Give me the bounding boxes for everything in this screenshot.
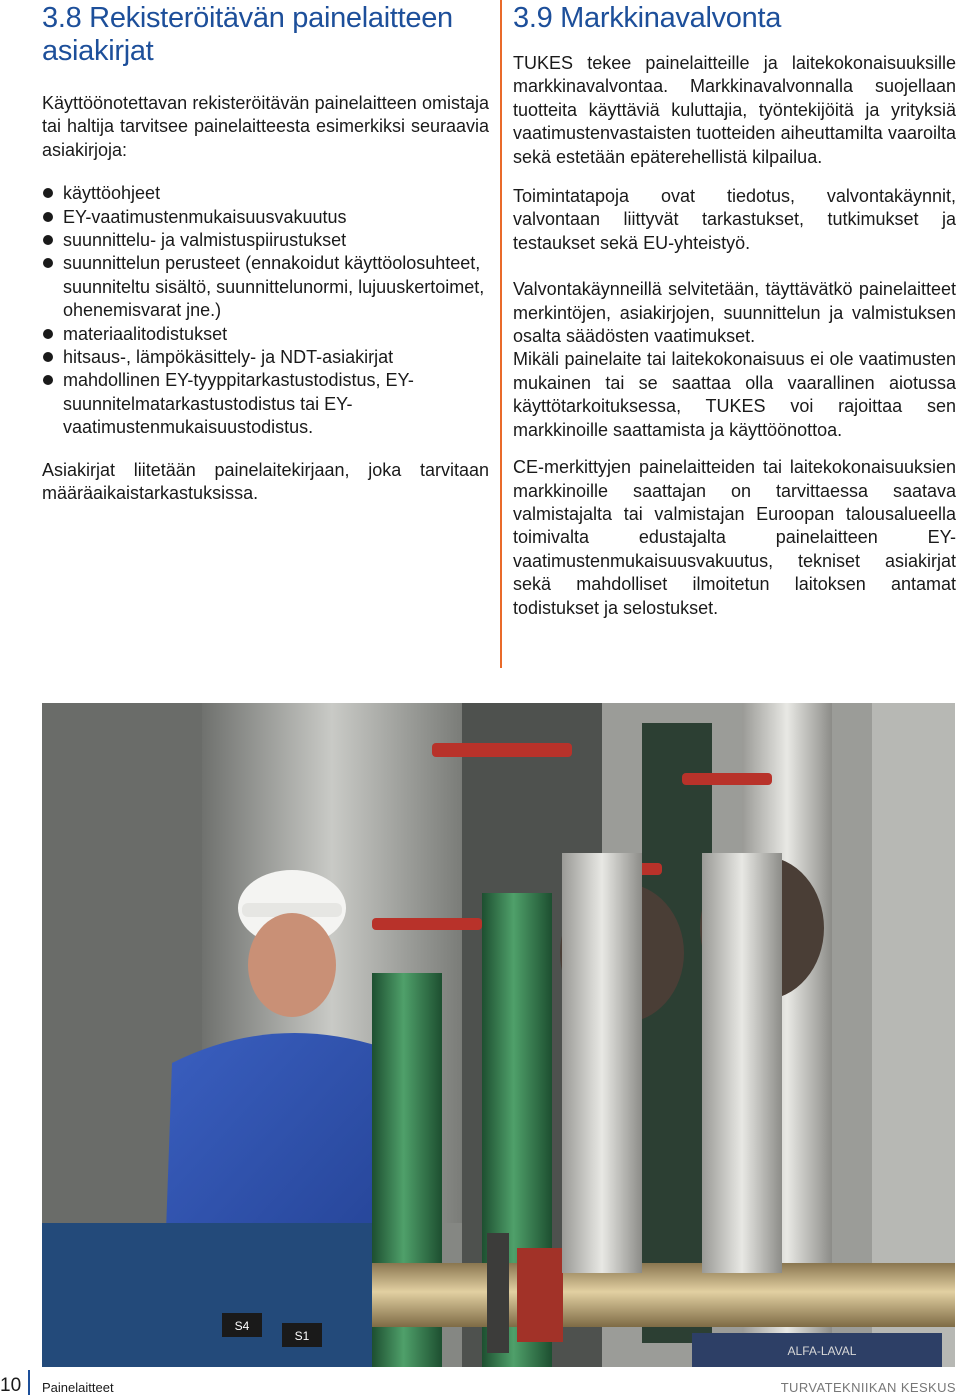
paragraph: Toimintatapoja ovat tiedotus, valvontakäynnit, valvontaan liittyvät tarkastukset, tutkimukset ja testaukset sekä EU-yhteistyö. — [513, 186, 956, 253]
list-item: käyttöohjeet — [42, 182, 489, 205]
list-item: hitsaus-, lämpökäsittely- ja NDT-asiakirjat — [42, 346, 489, 369]
list-item: materiaalitodistukset — [42, 323, 489, 346]
paragraph: CE-merkittyjen painelaitteiden tai laitekokonaisuuksien markkinoille saattajan on tarvittaessa saatava valmistajalta tai valmistajan Euroopan talousalueella toimivalta edustajalta painelaitteen EY-vaatimustenmukaisuusvakuutus, tekniset asiakirjat sekä mahdolliset ilmoitetun laitoksen antamat todistukset ja selostukset. — [513, 457, 956, 618]
list-item: suunnittelu- ja valmistuspiirustukset — [42, 229, 489, 252]
list-item: mahdollinen EY-tyyppitarkastustodistus, EY-suunnitelmatarkastustodistus tai EY-vaatimustenmukaisuustodistus. — [42, 369, 489, 439]
panel-label: S1 — [294, 1329, 310, 1343]
panel-label: S4 — [234, 1319, 250, 1333]
bullet-icon — [43, 352, 53, 362]
page-number: 10 — [0, 1375, 22, 1396]
list-item: suunnittelun perusteet (ennakoidut käyttöolosuhteet, suunniteltu sisältö, suunnittelunormi, lujuuskertoimet, ohenemisvarat jne.) — [42, 252, 489, 322]
footer-divider — [28, 1370, 30, 1395]
section-heading: 3.8 Rekisteröitävän painelaitteen asiakirjat — [42, 2, 453, 67]
footer-doc-title: Painelaitteet — [42, 1380, 114, 1395]
section-heading: 3.9 Markkinavalvonta — [513, 2, 782, 34]
photo-illustration — [42, 703, 955, 1367]
paragraph: TUKES tekee painelaitteille ja laitekokonaisuuksille markkinavalvontaa. Markkinavalvonnalla suojellaan tuotteita käyttäviä kuluttajia, työntekijöitä ja yrityksiä vaatimustenvastaisten tuotteiden aiheuttamilta vaaroilta sekä estetään epäterehellistä kilpailua. — [513, 53, 956, 167]
paragraph: Valvontakäynneillä selvitetään, täyttävätkö painelaitteet merkintöjen, asiakirjojen, suunnittelun ja valmistuksen osalta säädösten vaatimukset. — [513, 279, 956, 347]
bullet-icon — [43, 258, 53, 268]
closing-paragraph: Asiakirjat liitetään painelaitekirjaan, joka tarvitaan määräaikaistarkastuksissa. — [42, 459, 489, 504]
bullet-icon — [43, 375, 53, 385]
list-item: EY-vaatimustenmukaisuusvakuutus — [42, 206, 489, 229]
bullet-icon — [43, 235, 53, 245]
section-3-8 — [42, 2, 489, 506]
footer-publisher: TURVATEKNIIKAN KESKUS — [780, 1380, 956, 1395]
brand-label: ALFA-LAVAL — [787, 1344, 857, 1358]
industrial-photo — [42, 703, 955, 1367]
paragraph: Mikäli painelaite tai laitekokonaisuus ei ole vaatimusten mukainen tai se saattaa olla vaarallinen aiotussa käyttötarkoituksessa, TUKES voi rajoittaa sen markkinoille saattamista ja käyttöönottoa. — [513, 349, 956, 440]
intro-paragraph: Käyttöönotettavan rekisteröitävän painelaitteen omistaja tai haltija tarvitsee painelaitteesta esimerkiksi seuraavia asiakirjoja: — [42, 93, 489, 160]
bullet-icon — [43, 329, 53, 339]
bullet-icon — [43, 212, 53, 222]
bullet-icon — [43, 188, 53, 198]
section-3-9 — [513, 2, 956, 620]
column-divider — [500, 0, 502, 668]
document-list — [42, 182, 489, 439]
